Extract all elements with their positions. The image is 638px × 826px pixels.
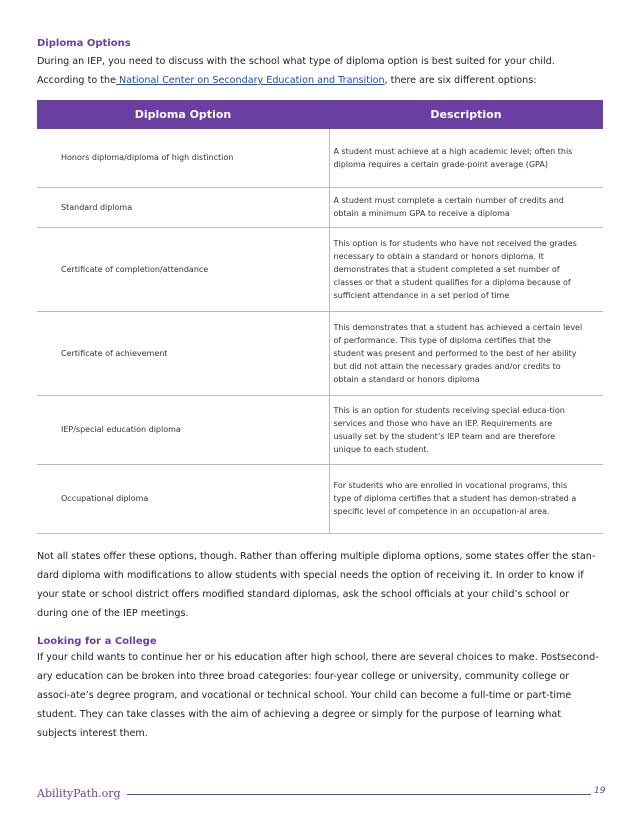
option-cell: Standard diploma [37,187,329,227]
table-row [37,227,603,311]
table-row [37,395,603,464]
page-number: 19 [594,786,606,796]
table-row [37,311,603,395]
description-cell: This is an option for students receiving special educa-tion services and those who have an IEP. Requirements are usually set by the student’s IEP team and are therefore unique to each student. [329,395,603,464]
option-cell: Honors diploma/diploma of high distinction [37,129,329,187]
description-cell: This option is for students who have not received the grades necessary to obtain a standard or honors diploma. It demonstrates that a student completed a set number of classes or that a student qualifies for a diploma because of sufficient attendance in a set period of time [329,227,603,311]
option-cell: IEP/special education diploma [37,395,329,464]
nsset-link[interactable]: National Center on Secondary Education and Transition [116,75,385,86]
option-cell: Certificate of completion/attendance [37,227,329,311]
description-cell: For students who are enrolled in vocational programs, this type of diploma certifies that a student has demon-strated a specific level of competence in an occupation-al area. [329,464,603,533]
college-paragraph: If your child wants to continue her or his education after high school, there are several choices to make. Postsecond-ary education can be broken into three broad categories: four-year college or university, community college or associ-ate’s degree program, and vocational or technical school. Your child can become a full-time or part-time student. They can take classes with the aim of achieving a degree or simply for the purpose of learning what subjects interest them. [37,652,599,739]
abilitypath-logo: AbilityPath.org [37,787,121,800]
description-cell: A student must complete a certain number of credits and obtain a minimum GPA to receive a diploma [329,187,603,227]
table-row [37,129,603,187]
footer-divider [127,794,591,795]
option-cell: Occupational diploma [37,464,329,533]
table-row [37,464,603,533]
intro-paragraph [37,52,603,90]
intro-text: During an IEP, you need to discuss with the school what type of diploma option is best suited for your child. According to the [37,56,555,86]
header-description: Description [329,100,603,129]
intro-text-end: , there are six different options: [384,75,537,86]
states-paragraph: Not all states offer these options, though. Rather than offering multiple diploma options, some states offer the stan-dard diploma with modifications to allow students with special needs the option of receiving it. In order to know if your state or school district offers modified standard diplomas, ask the school officials at your child’s school or during one of the IEP meetings. [37,551,596,619]
looking-for-college-heading: Looking for a College [37,636,157,647]
option-cell: Certificate of achievement [37,311,329,395]
header-diploma-option: Diploma Option [37,100,329,129]
diploma-options-table [37,100,603,534]
table-row [37,187,603,227]
description-cell: A student must achieve at a high academic level; often this diploma requires a certain grade-point average (GPA) [329,129,603,187]
description-cell: This demonstrates that a student has achieved a certain level of performance. This type of diploma certifies that the student was present and performed to the best of her ability but did not attain the necessary grades and/or credits to obtain a standard or honors diploma [329,311,603,395]
diploma-options-heading: Diploma Options [37,38,131,49]
table-header-row [37,100,603,129]
